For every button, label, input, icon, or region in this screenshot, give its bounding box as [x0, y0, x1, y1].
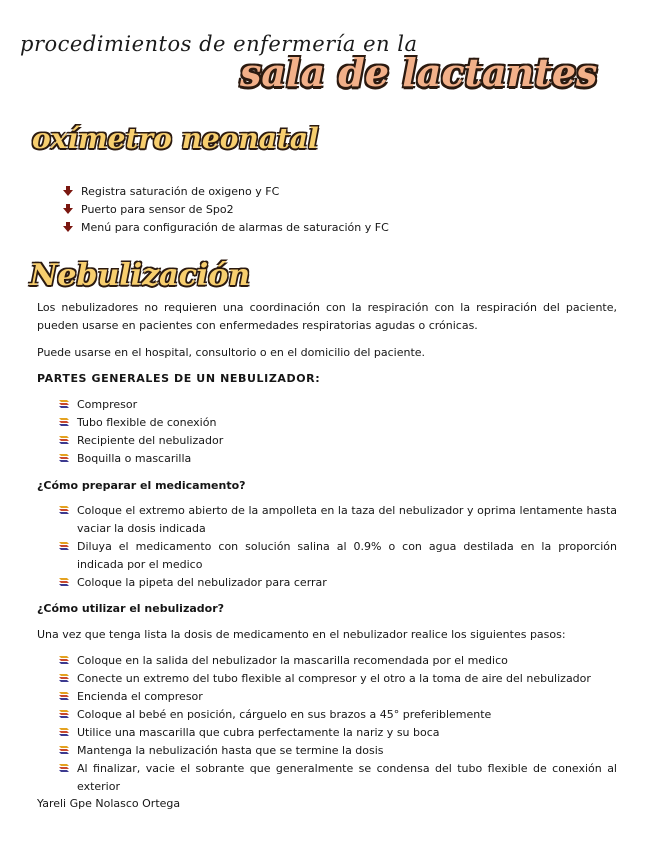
list-item [58, 396, 558, 414]
prepare-heading: ¿Cómo preparar el medicamento? [37, 479, 246, 492]
prepare-list [58, 502, 617, 592]
nebulizacion-intro: Los nebulizadores no requieren una coordinación con la respiración con la respiración del paciente, pueden usarse en pacientes con enfermedades respiratorias agudas o crónicas. [37, 301, 617, 332]
parts-list [58, 396, 558, 468]
use-step: Al finalizar, vacie el sobrante que generalmente se condensa del tubo flexible de conexión al exterior [77, 762, 617, 793]
use-step: Coloque al bebé en posición, cárguelo en sus brazos a 45° preferiblemente [77, 708, 492, 721]
part-item: Compresor [77, 398, 138, 411]
bullet-stack-icon [58, 504, 70, 522]
use-step: Coloque en la salida del nebulizador la mascarilla recomendada por el medico [77, 654, 508, 667]
list-item [58, 688, 617, 706]
list-item [58, 670, 617, 688]
bullet-stack-icon [58, 452, 70, 470]
nebulizacion-title: Nebulización [30, 258, 251, 293]
list-item [58, 450, 558, 468]
nebulizacion-usage: Puede usarse en el hospital, consultorio o en el domicilio del paciente. [37, 346, 426, 359]
list-item [58, 574, 617, 592]
list-item [58, 706, 617, 724]
list-item [62, 201, 622, 219]
use-step: Encienda el compresor [77, 690, 203, 703]
parts-heading: PARTES GENERALES DE UN NEBULIZADOR: [37, 372, 321, 385]
list-item [58, 742, 617, 760]
list-item [58, 724, 617, 742]
list-item [62, 183, 622, 201]
list-item [62, 219, 622, 237]
list-item [58, 432, 558, 450]
list-item [58, 652, 617, 670]
header-pre-title: procedimientos de enfermería en la [20, 32, 418, 56]
bullet-stack-icon [58, 576, 70, 594]
part-item: Recipiente del nebulizador [77, 434, 224, 447]
part-item: Boquilla o mascarilla [77, 452, 192, 465]
use-list [58, 652, 617, 796]
list-item [58, 502, 617, 538]
use-intro: Una vez que tenga lista la dosis de medicamento en el nebulizador realice los siguientes pasos: [37, 628, 566, 641]
oximetro-item: Puerto para sensor de Spo2 [81, 203, 234, 216]
list-item [58, 538, 617, 574]
oximetro-title: oxímetro neonatal [32, 122, 319, 155]
use-heading: ¿Cómo utilizar el nebulizador? [37, 602, 224, 615]
bullet-stack-icon [58, 540, 70, 558]
list-item [58, 760, 617, 796]
use-step: Utilice una mascarilla que cubra perfectamente la nariz y su boca [77, 726, 440, 739]
prepare-step: Diluya el medicamento con solución salina al 0.9% o con agua destilada en la proporción indicada por el medico [77, 540, 617, 571]
bullet-stack-icon [58, 762, 70, 780]
prepare-step: Coloque el extremo abierto de la ampolleta en la taza del nebulizador y oprima lentamente hasta vaciar la dosis indicada [77, 504, 617, 535]
bullet-arrow-icon [62, 221, 74, 239]
use-step: Conecte un extremo del tubo flexible al compresor y el otro a la toma de aire del nebulizador [77, 672, 591, 685]
part-item: Tubo flexible de conexión [77, 416, 217, 429]
page-title: sala de lactantes [240, 50, 598, 95]
oximetro-list [62, 183, 622, 237]
oximetro-item: Menú para configuración de alarmas de saturación y FC [81, 221, 389, 234]
author: Yareli Gpe Nolasco Ortega [37, 797, 181, 810]
use-step: Mantenga la nebulización hasta que se termine la dosis [77, 744, 384, 757]
list-item [58, 414, 558, 432]
oximetro-item: Registra saturación de oxigeno y FC [81, 185, 280, 198]
prepare-step: Coloque la pipeta del nebulizador para cerrar [77, 576, 327, 589]
